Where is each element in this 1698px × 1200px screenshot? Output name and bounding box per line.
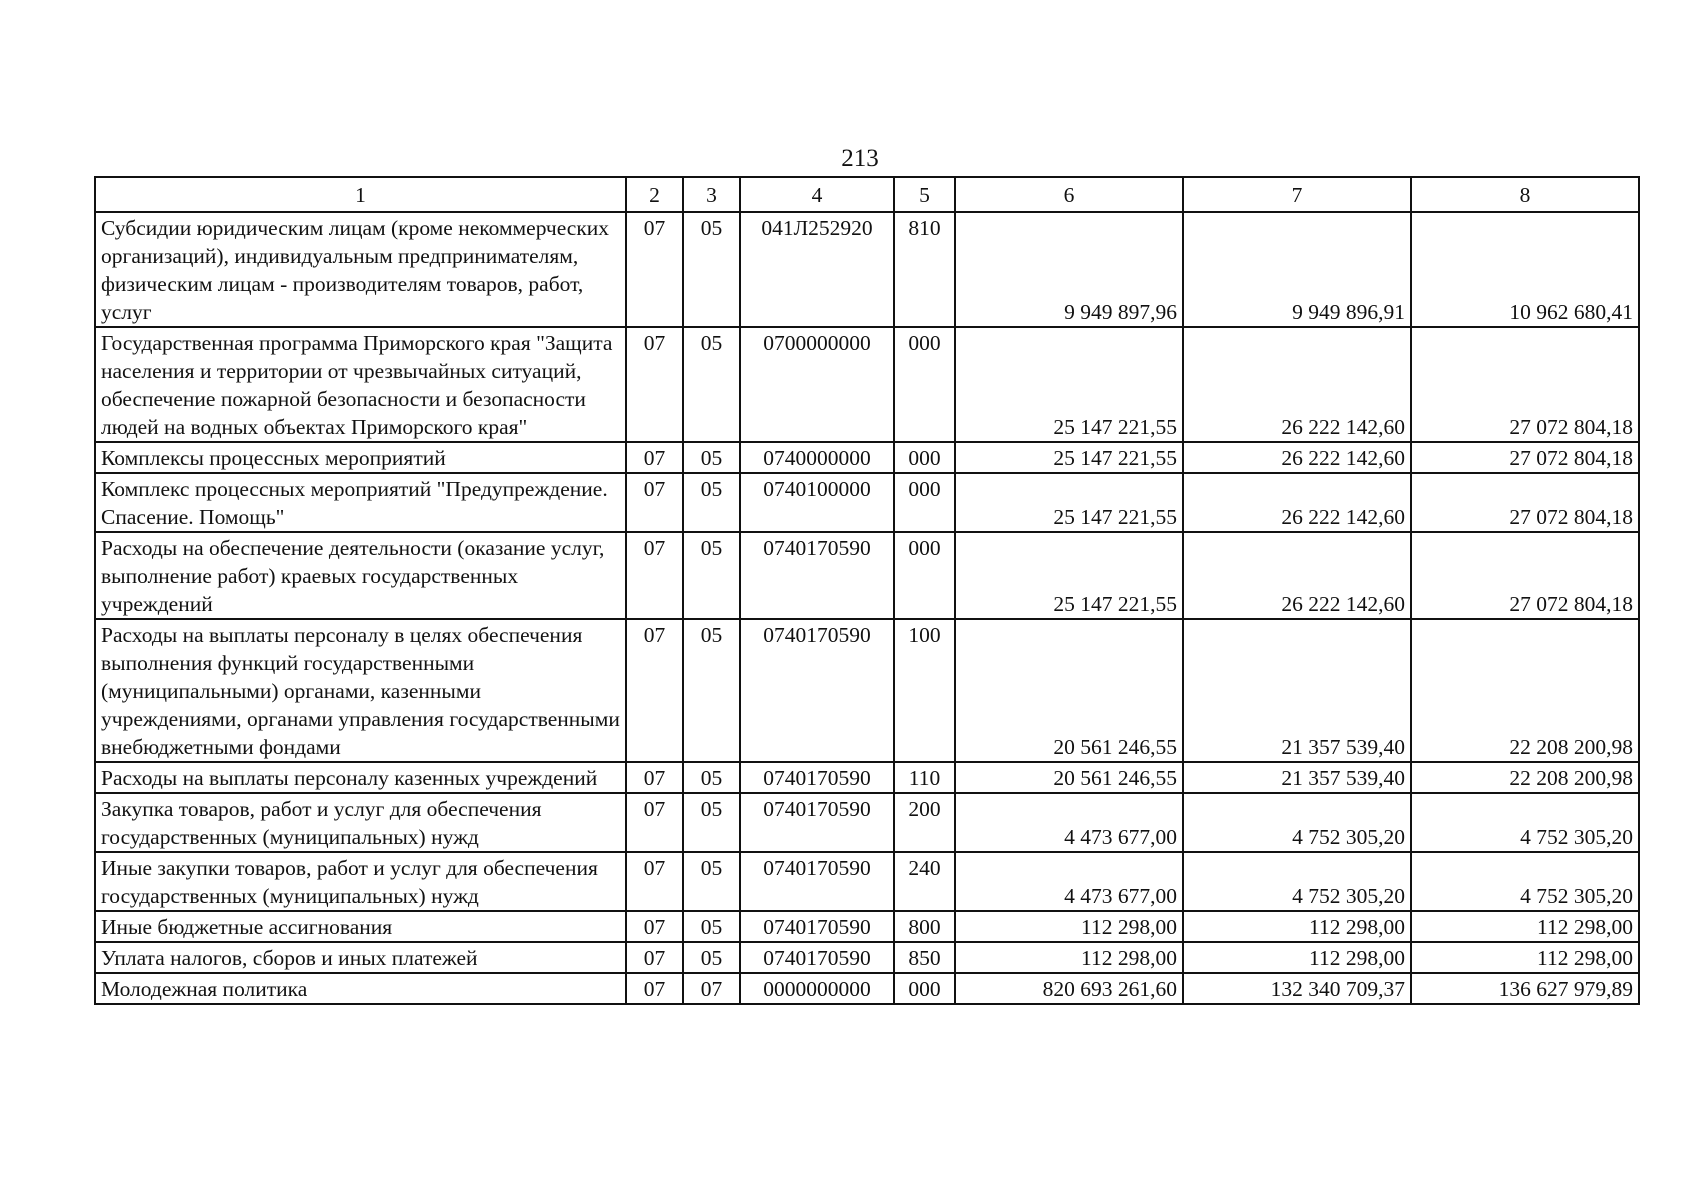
- row-amount-8: 27 072 804,18: [1411, 532, 1639, 619]
- row-section: 07: [626, 473, 683, 532]
- row-name: Иные закупки товаров, работ и услуг для обеспечения государственных (муниципальных) нужд: [95, 852, 626, 911]
- row-subsection: 05: [683, 532, 740, 619]
- row-amount-8: 27 072 804,18: [1411, 473, 1639, 532]
- row-amount-6: 25 147 221,55: [955, 442, 1183, 473]
- row-target-article: 0740170590: [740, 911, 894, 942]
- row-target-article: 041Л252920: [740, 212, 894, 327]
- row-name: Молодежная политика: [95, 973, 626, 1004]
- table-row: [95, 973, 1639, 1004]
- row-subsection: 05: [683, 762, 740, 793]
- row-section: 07: [626, 619, 683, 762]
- row-target-article: 0740170590: [740, 619, 894, 762]
- col-header-8: 8: [1411, 177, 1639, 212]
- row-amount-8: 112 298,00: [1411, 942, 1639, 973]
- col-header-3: 3: [683, 177, 740, 212]
- col-header-4: 4: [740, 177, 894, 212]
- table-row: [95, 619, 1639, 762]
- col-header-5: 5: [894, 177, 955, 212]
- row-amount-8: 10 962 680,41: [1411, 212, 1639, 327]
- row-target-article: 0740000000: [740, 442, 894, 473]
- row-expense-type: 000: [894, 442, 955, 473]
- row-amount-7: 26 222 142,60: [1183, 532, 1411, 619]
- row-amount-8: 22 208 200,98: [1411, 619, 1639, 762]
- row-expense-type: 000: [894, 532, 955, 619]
- row-target-article: 0740170590: [740, 852, 894, 911]
- table-row: [95, 473, 1639, 532]
- row-section: 07: [626, 327, 683, 442]
- row-section: 07: [626, 442, 683, 473]
- col-header-2: 2: [626, 177, 683, 212]
- row-amount-6: 112 298,00: [955, 942, 1183, 973]
- row-section: 07: [626, 762, 683, 793]
- row-subsection: 05: [683, 327, 740, 442]
- row-subsection: 07: [683, 973, 740, 1004]
- table-row: [95, 942, 1639, 973]
- table-row: [95, 212, 1639, 327]
- header-row: [95, 177, 1639, 212]
- row-amount-6: 820 693 261,60: [955, 973, 1183, 1004]
- row-amount-7: 21 357 539,40: [1183, 762, 1411, 793]
- table-row: [95, 793, 1639, 852]
- row-subsection: 05: [683, 911, 740, 942]
- row-section: 07: [626, 942, 683, 973]
- row-name: Расходы на выплаты персоналу казенных учреждений: [95, 762, 626, 793]
- budget-table: [94, 176, 1640, 1005]
- row-amount-8: 27 072 804,18: [1411, 442, 1639, 473]
- row-name: Закупка товаров, работ и услуг для обеспечения государственных (муниципальных) нужд: [95, 793, 626, 852]
- col-header-7: 7: [1183, 177, 1411, 212]
- table-row: [95, 327, 1639, 442]
- table-row: [95, 852, 1639, 911]
- row-expense-type: 000: [894, 327, 955, 442]
- row-subsection: 05: [683, 473, 740, 532]
- row-amount-6: 4 473 677,00: [955, 852, 1183, 911]
- row-target-article: 0740100000: [740, 473, 894, 532]
- row-name: Уплата налогов, сборов и иных платежей: [95, 942, 626, 973]
- row-amount-7: 132 340 709,37: [1183, 973, 1411, 1004]
- row-section: 07: [626, 793, 683, 852]
- row-name: Расходы на выплаты персоналу в целях обеспечения выполнения функций государственными (муниципальными) органами, казенными учреждениями, органами управления государственными внебюджетными фондами: [95, 619, 626, 762]
- col-header-6: 6: [955, 177, 1183, 212]
- row-subsection: 05: [683, 852, 740, 911]
- row-subsection: 05: [683, 942, 740, 973]
- row-target-article: 0740170590: [740, 762, 894, 793]
- row-amount-6: 20 561 246,55: [955, 762, 1183, 793]
- row-name: Государственная программа Приморского края "Защита населения и территории от чрезвычайных ситуаций, обеспечение пожарной безопасности и безопасности людей на водных объектах Приморского края": [95, 327, 626, 442]
- row-amount-7: 26 222 142,60: [1183, 473, 1411, 532]
- row-subsection: 05: [683, 212, 740, 327]
- row-amount-6: 25 147 221,55: [955, 327, 1183, 442]
- row-subsection: 05: [683, 442, 740, 473]
- row-amount-7: 26 222 142,60: [1183, 442, 1411, 473]
- row-name: Расходы на обеспечение деятельности (оказание услуг, выполнение работ) краевых государственных учреждений: [95, 532, 626, 619]
- table-row: [95, 911, 1639, 942]
- row-amount-8: 22 208 200,98: [1411, 762, 1639, 793]
- row-amount-7: 112 298,00: [1183, 911, 1411, 942]
- row-target-article: 0700000000: [740, 327, 894, 442]
- row-amount-6: 4 473 677,00: [955, 793, 1183, 852]
- row-target-article: 0000000000: [740, 973, 894, 1004]
- row-expense-type: 850: [894, 942, 955, 973]
- row-amount-8: 4 752 305,20: [1411, 852, 1639, 911]
- row-amount-7: 4 752 305,20: [1183, 793, 1411, 852]
- row-target-article: 0740170590: [740, 532, 894, 619]
- row-subsection: 05: [683, 619, 740, 762]
- row-amount-7: 26 222 142,60: [1183, 327, 1411, 442]
- row-section: 07: [626, 973, 683, 1004]
- row-amount-7: 112 298,00: [1183, 942, 1411, 973]
- row-section: 07: [626, 911, 683, 942]
- row-subsection: 05: [683, 793, 740, 852]
- row-section: 07: [626, 212, 683, 327]
- row-amount-6: 25 147 221,55: [955, 532, 1183, 619]
- row-name: Комплекс процессных мероприятий "Предупреждение. Спасение. Помощь": [95, 473, 626, 532]
- row-section: 07: [626, 852, 683, 911]
- table-row: [95, 532, 1639, 619]
- row-expense-type: 800: [894, 911, 955, 942]
- row-expense-type: 810: [894, 212, 955, 327]
- row-amount-7: 21 357 539,40: [1183, 619, 1411, 762]
- row-name: Субсидии юридическим лицам (кроме некоммерческих организаций), индивидуальным предпринимателям, физическим лицам - производителям товаров, работ, услуг: [95, 212, 626, 327]
- table-row: [95, 762, 1639, 793]
- col-header-1: 1: [95, 177, 626, 212]
- row-amount-6: 20 561 246,55: [955, 619, 1183, 762]
- row-amount-6: 112 298,00: [955, 911, 1183, 942]
- row-amount-8: 27 072 804,18: [1411, 327, 1639, 442]
- row-amount-8: 4 752 305,20: [1411, 793, 1639, 852]
- page-number: 213: [841, 145, 879, 172]
- table-row: [95, 442, 1639, 473]
- row-amount-6: 9 949 897,96: [955, 212, 1183, 327]
- row-amount-8: 112 298,00: [1411, 911, 1639, 942]
- row-expense-type: 110: [894, 762, 955, 793]
- row-amount-7: 4 752 305,20: [1183, 852, 1411, 911]
- row-name: Иные бюджетные ассигнования: [95, 911, 626, 942]
- row-section: 07: [626, 532, 683, 619]
- row-name: Комплексы процессных мероприятий: [95, 442, 626, 473]
- row-expense-type: 000: [894, 973, 955, 1004]
- row-amount-6: 25 147 221,55: [955, 473, 1183, 532]
- row-amount-8: 136 627 979,89: [1411, 973, 1639, 1004]
- row-expense-type: 240: [894, 852, 955, 911]
- row-expense-type: 000: [894, 473, 955, 532]
- row-target-article: 0740170590: [740, 942, 894, 973]
- row-expense-type: 200: [894, 793, 955, 852]
- row-target-article: 0740170590: [740, 793, 894, 852]
- row-amount-7: 9 949 896,91: [1183, 212, 1411, 327]
- row-expense-type: 100: [894, 619, 955, 762]
